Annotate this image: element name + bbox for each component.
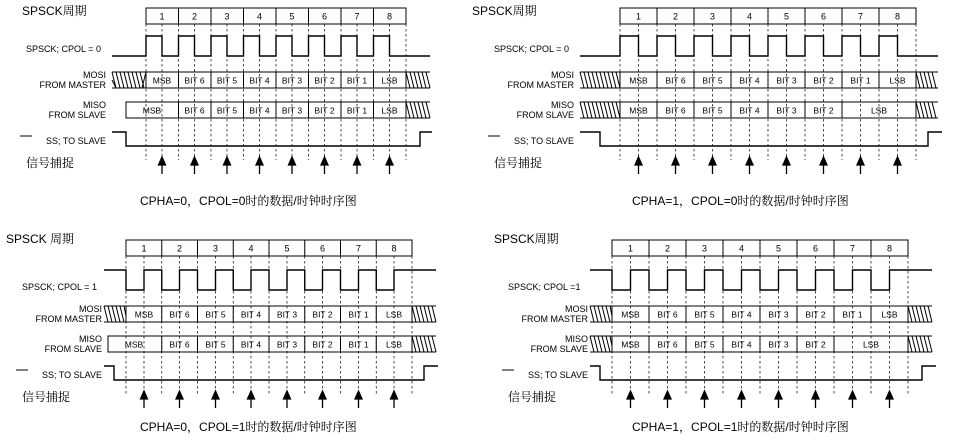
svg-text:BIT 2: BIT 2 — [813, 75, 834, 86]
spsck-period-label: SPSCK周期 — [494, 232, 559, 246]
svg-text:BIT 5: BIT 5 — [216, 105, 238, 116]
svg-text:BIT 3: BIT 3 — [768, 309, 789, 320]
svg-text:4: 4 — [738, 243, 745, 254]
svg-text:2: 2 — [664, 243, 671, 254]
svg-text:BIT 6: BIT 6 — [169, 339, 190, 350]
svg-text:BIT 3: BIT 3 — [768, 339, 789, 350]
svg-text:BIT 4: BIT 4 — [739, 105, 760, 116]
spsck-clock-label: SPSCK; CPOL = 0 — [26, 44, 101, 54]
timing-diagram-cpha1-cpol1 — [472, 222, 980, 442]
miso-label-line1: MISO — [82, 100, 106, 110]
svg-text:BIT 4: BIT 4 — [739, 75, 760, 86]
svg-text:3: 3 — [709, 11, 716, 22]
svg-text:BIT 5: BIT 5 — [205, 339, 226, 350]
mosi-waveform — [580, 72, 938, 88]
spsck-period-label: SPSCK 周期 — [6, 232, 75, 246]
timing-waveforms-cpha0-cpol1 — [0, 222, 490, 416]
svg-text:6: 6 — [319, 243, 326, 254]
mosi-label-line2: FROM MASTER — [35, 314, 102, 324]
svg-text:6: 6 — [820, 11, 827, 22]
svg-text:BIT 5: BIT 5 — [216, 75, 238, 86]
svg-text:BIT 2: BIT 2 — [312, 339, 333, 350]
miso-label-line2: FROM SLAVE — [48, 110, 106, 120]
panel-caption: CPHA=1，CPOL=1时的数据/时钟时序图 — [632, 420, 849, 434]
svg-text:LSB: LSB — [385, 339, 403, 350]
timing-diagram-cpha0-cpol1 — [0, 222, 490, 442]
svg-text:BIT 6: BIT 6 — [169, 309, 190, 320]
svg-text:1: 1 — [159, 11, 165, 22]
svg-text:LSB: LSB — [385, 309, 403, 320]
svg-text:BIT 2: BIT 2 — [805, 339, 826, 350]
mosi-label-line2: FROM MASTER — [521, 314, 588, 324]
svg-text:6: 6 — [321, 11, 328, 22]
cycle-header-row — [612, 240, 908, 256]
svg-text:4: 4 — [256, 11, 263, 22]
svg-text:4: 4 — [746, 11, 753, 22]
svg-text:BIT 6: BIT 6 — [657, 309, 678, 320]
svg-text:1: 1 — [141, 243, 147, 254]
svg-text:7: 7 — [857, 11, 864, 22]
miso-label-line2: FROM SLAVE — [516, 110, 574, 120]
svg-text:7: 7 — [849, 243, 856, 254]
svg-text:BIT 3: BIT 3 — [776, 105, 797, 116]
ss-label: SS; TO SLAVE — [513, 136, 574, 146]
capture-label: 信号捕捉 — [26, 156, 75, 170]
svg-text:BIT 4: BIT 4 — [731, 339, 752, 350]
svg-text:LSB: LSB — [870, 105, 888, 116]
mosi-label-line1: MOSI — [82, 70, 106, 80]
cycle-header-row — [126, 240, 412, 256]
ss-label: SS; TO SLAVE — [45, 136, 106, 146]
svg-text:MSB: MSB — [142, 105, 162, 116]
svg-text:BIT 5: BIT 5 — [702, 105, 723, 116]
panel-caption: CPHA=0，CPOL=0时的数据/时钟时序图 — [140, 194, 357, 208]
svg-text:BIT 1: BIT 1 — [850, 75, 871, 86]
svg-text:2: 2 — [191, 11, 198, 22]
timing-diagram-cpha0-cpol0 — [0, 0, 490, 218]
svg-text:MSB: MSB — [629, 105, 648, 116]
svg-text:4: 4 — [248, 243, 254, 254]
svg-text:BIT 1: BIT 1 — [348, 309, 369, 320]
miso-label-line2: FROM SLAVE — [44, 344, 102, 354]
capture-label: 信号捕捉 — [22, 390, 71, 404]
ss-label: SS; TO SLAVE — [41, 370, 102, 380]
svg-text:BIT 2: BIT 2 — [813, 105, 834, 116]
svg-text:BIT 4: BIT 4 — [249, 105, 270, 116]
mosi-waveform — [112, 72, 430, 88]
svg-text:MSB: MSB — [124, 339, 144, 350]
svg-text:BIT 2: BIT 2 — [312, 309, 333, 320]
capture-label: 信号捕捉 — [494, 156, 543, 170]
svg-text:BIT 2: BIT 2 — [314, 105, 335, 116]
svg-text:BIT 6: BIT 6 — [665, 105, 686, 116]
svg-text:5: 5 — [775, 243, 782, 254]
mosi-waveform — [104, 306, 436, 322]
capture-arrows — [141, 391, 398, 408]
panel-caption: CPHA=1，CPOL=0时的数据/时钟时序图 — [632, 194, 849, 208]
svg-text:BIT 4: BIT 4 — [249, 75, 270, 86]
svg-text:BIT 1: BIT 1 — [348, 339, 369, 350]
svg-text:BIT 1: BIT 1 — [346, 75, 368, 86]
svg-text:3: 3 — [701, 243, 708, 254]
svg-text:LSB: LSB — [881, 309, 898, 320]
miso-waveform — [126, 102, 430, 118]
svg-text:BIT 3: BIT 3 — [276, 339, 298, 350]
miso-label-line1: MISO — [78, 334, 102, 344]
svg-text:BIT 3: BIT 3 — [281, 105, 303, 116]
svg-text:LSB: LSB — [862, 339, 880, 350]
capture-arrows — [627, 391, 893, 408]
svg-text:7: 7 — [354, 11, 360, 22]
timing-waveforms-cpha1-cpol1 — [472, 222, 980, 416]
miso-label-line1: MISO — [564, 334, 588, 344]
svg-text:8: 8 — [391, 243, 397, 254]
svg-text:BIT 3: BIT 3 — [776, 75, 797, 86]
svg-text:5: 5 — [289, 11, 295, 22]
svg-text:BIT 6: BIT 6 — [657, 339, 678, 350]
mosi-waveform — [590, 306, 932, 322]
miso-waveform — [580, 102, 938, 118]
svg-text:3: 3 — [212, 243, 219, 254]
svg-text:MSB: MSB — [621, 309, 640, 320]
svg-text:2: 2 — [672, 11, 679, 22]
miso-label-line2: FROM SLAVE — [530, 344, 588, 354]
svg-text:1: 1 — [627, 243, 634, 254]
svg-text:BIT 2: BIT 2 — [314, 75, 335, 86]
spsck-period-label: SPSCK周期 — [22, 4, 87, 18]
mosi-label-line2: FROM MASTER — [39, 80, 106, 90]
svg-text:BIT 2: BIT 2 — [805, 309, 826, 320]
spsck-period-label: SPSCK周期 — [472, 4, 537, 18]
spsck-clock-label: SPSCK; CPOL = 0 — [494, 44, 569, 54]
svg-text:BIT 6: BIT 6 — [184, 105, 205, 116]
capture-label: 信号捕捉 — [508, 390, 557, 404]
svg-text:BIT 4: BIT 4 — [731, 309, 752, 320]
svg-text:8: 8 — [386, 11, 393, 22]
svg-text:BIT 4: BIT 4 — [240, 309, 262, 320]
svg-text:6: 6 — [812, 243, 819, 254]
svg-text:BIT 6: BIT 6 — [665, 75, 686, 86]
miso-waveform — [108, 336, 436, 352]
svg-text:BIT 6: BIT 6 — [184, 75, 205, 86]
svg-text:BIT 5: BIT 5 — [205, 309, 226, 320]
mosi-label-line1: MOSI — [550, 70, 574, 80]
svg-text:BIT 5: BIT 5 — [694, 339, 715, 350]
svg-text:BIT 5: BIT 5 — [702, 75, 723, 86]
mosi-label-line2: FROM MASTER — [507, 80, 574, 90]
svg-text:5: 5 — [783, 11, 790, 22]
timing-diagram-cpha1-cpol0 — [472, 0, 980, 218]
svg-text:5: 5 — [284, 243, 290, 254]
svg-text:BIT 4: BIT 4 — [240, 339, 262, 350]
svg-text:LSB: LSB — [889, 75, 906, 86]
cycle-header-row — [146, 8, 406, 24]
svg-text:MSB: MSB — [629, 75, 648, 86]
svg-text:3: 3 — [224, 11, 230, 22]
miso-waveform — [590, 336, 932, 352]
svg-text:MSB: MSB — [134, 309, 154, 320]
svg-text:BIT 1: BIT 1 — [346, 105, 368, 116]
svg-text:8: 8 — [894, 11, 901, 22]
svg-text:BIT 1: BIT 1 — [842, 309, 863, 320]
svg-text:LSB: LSB — [381, 75, 398, 86]
svg-text:LSB: LSB — [381, 105, 398, 116]
cycle-header-row — [620, 8, 916, 24]
svg-text:MSB: MSB — [152, 75, 172, 86]
mosi-label-line1: MOSI — [78, 304, 102, 314]
ss-label: SS; TO SLAVE — [527, 370, 588, 380]
svg-text:MSB: MSB — [621, 339, 640, 350]
mosi-label-line1: MOSI — [564, 304, 588, 314]
svg-text:8: 8 — [886, 243, 893, 254]
timing-waveforms-cpha0-cpol0 — [0, 0, 490, 190]
spsck-clock-label: SPSCK; CPOL =1 — [508, 282, 581, 292]
svg-text:1: 1 — [635, 11, 642, 22]
svg-text:BIT 5: BIT 5 — [694, 309, 715, 320]
timing-waveforms-cpha1-cpol0 — [472, 0, 980, 190]
miso-label-line1: MISO — [550, 100, 574, 110]
svg-text:BIT 3: BIT 3 — [281, 75, 303, 86]
svg-text:7: 7 — [355, 243, 362, 254]
panel-caption: CPHA=0，CPOL=1时的数据/时钟时序图 — [140, 420, 357, 434]
svg-text:2: 2 — [176, 243, 183, 254]
svg-text:BIT 3: BIT 3 — [276, 309, 298, 320]
spsck-clock-label: SPSCK; CPOL = 1 — [22, 282, 97, 292]
